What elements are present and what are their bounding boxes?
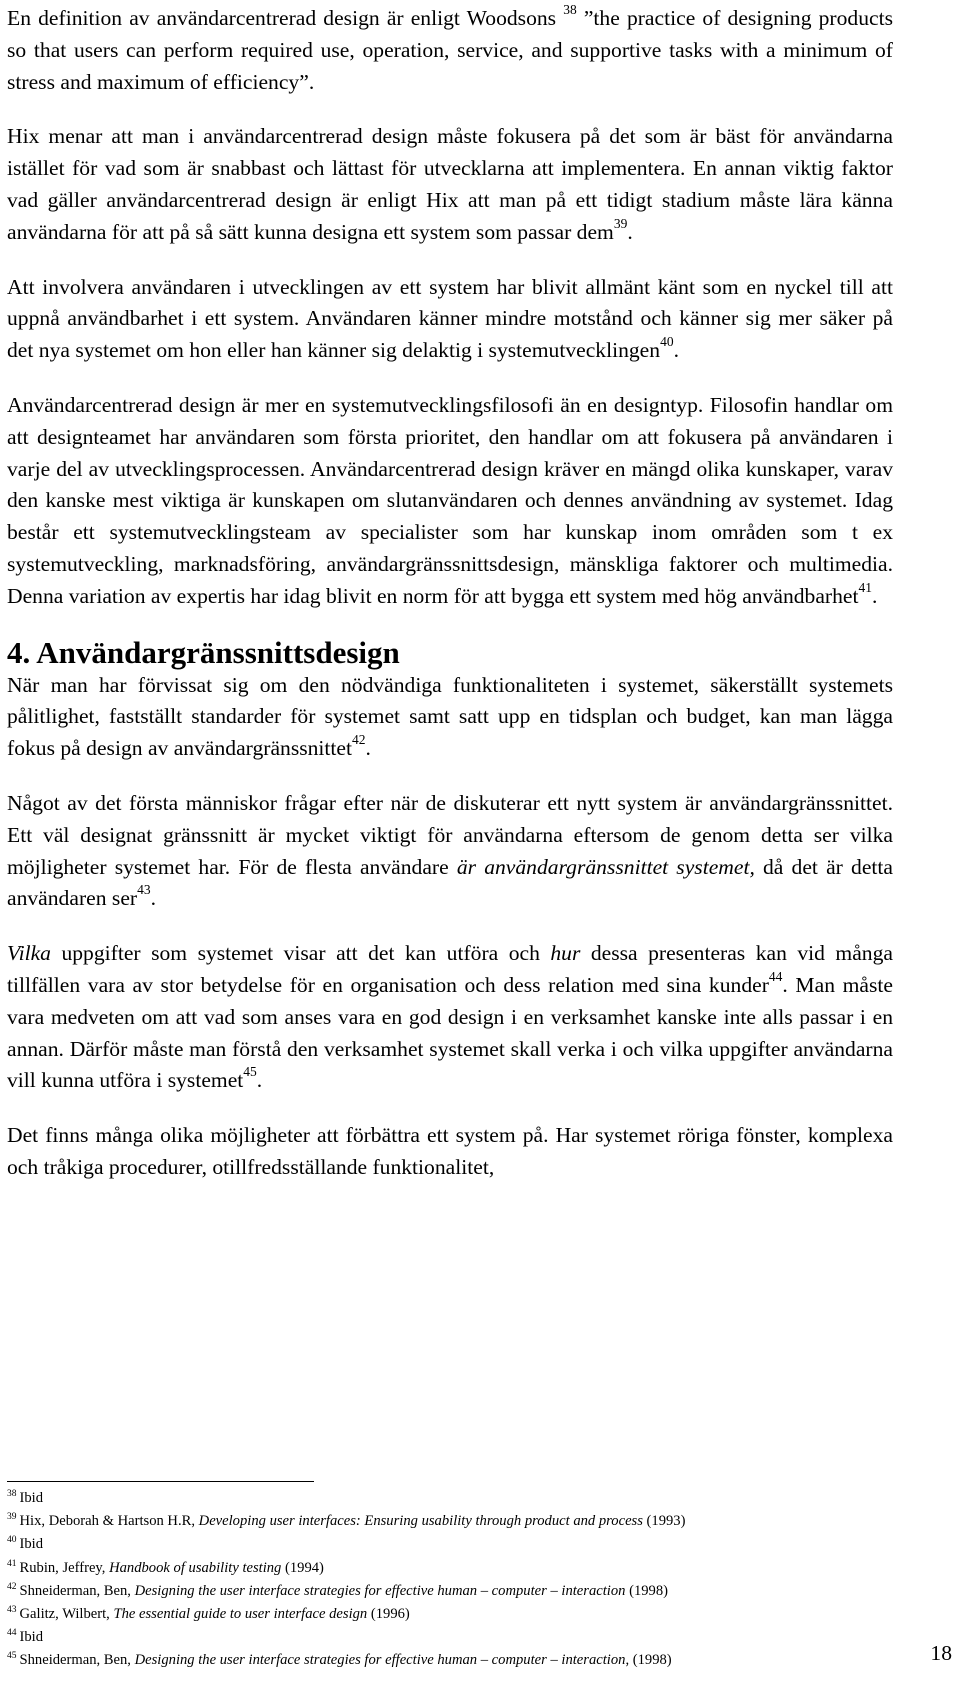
- paragraph: [7, 390, 893, 613]
- footnote: [7, 1534, 887, 1557]
- italic-text: Vilka: [7, 941, 51, 966]
- text-run: Shneiderman, Ben,: [19, 1582, 135, 1599]
- footnote-number: 40: [7, 1535, 17, 1546]
- footnote-number: 39: [7, 1512, 17, 1523]
- footnote: [7, 1650, 887, 1673]
- text-run: Ibid: [19, 1629, 44, 1646]
- text-run: .: [365, 736, 371, 761]
- footnote-reference: 42: [352, 731, 366, 747]
- text-run: dessa presenteras kan vid många tillfällen vara av stor betydelse för en organisation och dess relation med sina kunder: [7, 941, 893, 997]
- text-run: Hix menar att man i användarcentrerad design måste fokusera på det som är bäst för användarna istället för vad som är snabbast och lättast för utvecklarna att implementera. En annan viktig faktor vad gäller användarcentrerad design är enligt Hix att man på ett tidigt stadium måste lära känna användarna för att på så sätt kunna designa ett system som passar dem: [7, 124, 893, 244]
- paragraph: [7, 121, 893, 248]
- footnote-reference: 39: [613, 215, 628, 231]
- footnote-number: 44: [7, 1628, 17, 1639]
- italic-text: Developing user interfaces: Ensuring usability through product and process: [198, 1513, 643, 1530]
- section-paragraphs: [7, 670, 893, 1184]
- text-run: .: [872, 583, 878, 608]
- paragraph: [7, 670, 893, 765]
- text-run: då det är detta användaren ser: [7, 854, 893, 911]
- text-run: Hix, Deborah & Hartson H.R,: [19, 1513, 199, 1530]
- footnote-number: 43: [7, 1605, 17, 1616]
- text-run: Det finns många olika möjligheter att förbättra ett system på. Har systemet röriga fönster, komplexa och tråkiga procedurer, otillfredsställande funktionalitet,: [7, 1123, 893, 1179]
- italic-text: är användargränssnittet systemet,: [456, 854, 755, 879]
- footnote: [7, 1511, 887, 1534]
- text-run: ”the practice of designing products so that users can perform required use, operation, service, and supportive tasks with a minimum of stress and maximum of efficiency”.: [7, 6, 893, 94]
- text-run: .: [627, 219, 633, 244]
- italic-text: Handbook of usability testing: [109, 1559, 282, 1576]
- text-run: .: [673, 338, 679, 363]
- text-run: uppgifter som systemet visar att det kan utföra och: [50, 941, 551, 966]
- text-run: Shneiderman, Ben,: [19, 1652, 135, 1669]
- section-heading: 4. Användargränssnittsdesign: [7, 634, 400, 670]
- text-run: Användarcentrerad design är mer en systemutvecklingsfilosofi än en designtyp. Filosofin handlar om att designteamet har användaren som första prioritet, den handlar om att fokusera på användaren i varje del av utvecklingsprocessen. Användarcentrerad design kräver en mängd olika kunskaper, varav den kanske mest viktiga är kunskapen om slutanvändaren och dennes användning av systemet. Idag består ett systemutvecklingsteam av specialister som har kunskap inom områden som t ex systemutveckling, marknadsföring, användargränssnittsdesign, mänskliga faktorer och multimedia. Denna variation av expertis har idag blivit en norm för att bygga ett system med hög användbarhet: [7, 392, 893, 608]
- footnote-reference: 40: [660, 333, 674, 349]
- text-run: , (1998): [625, 1652, 672, 1669]
- text-run: . Man måste vara medveten om att vad som anses vara en god design i en verksamhet kanske inte alls passar i en annan. Därför måste man förstå den verksamhet systemet skall verka i och vilka uppgifter användarna vill kunna utföra i systemet: [7, 972, 893, 1093]
- text-run: När man har förvissat sig om den nödvändiga funktionaliteten i systemet, säkerställt systemets pålitlighet, fastställt standarder för systemet samt satt upp en tidsplan och budget, kan man lägga fokus på design av användargränssnittet: [7, 672, 893, 761]
- text-run: (1996): [367, 1606, 410, 1623]
- footnote-separator: [7, 1481, 314, 1482]
- paragraph: [7, 938, 893, 1097]
- footnotes: [7, 1488, 887, 1674]
- footnote: [7, 1627, 887, 1650]
- italic-text: Designing the user interface strategies for effective human – computer – interaction: [134, 1582, 626, 1599]
- footnote-number: 38: [7, 1489, 17, 1499]
- italic-text: The essential guide to user interface design: [113, 1606, 368, 1623]
- text-run: Ibid: [19, 1536, 44, 1553]
- footnote-number: 45: [7, 1651, 17, 1662]
- text-run: Ibid: [19, 1490, 44, 1506]
- footnote: [7, 1581, 887, 1604]
- text-run: En definition av användarcentrerad design är enligt Woodsons: [7, 6, 564, 30]
- text-run: (1994): [281, 1559, 324, 1576]
- footnote-number: 42: [7, 1581, 17, 1592]
- footnote-reference: 43: [137, 882, 151, 898]
- italic-text: hur: [550, 941, 581, 966]
- footnote-number: 41: [7, 1558, 17, 1569]
- text-run: .: [256, 1068, 263, 1093]
- text-run: (1998): [625, 1582, 668, 1599]
- footnote-reference: 44: [768, 968, 783, 984]
- text-run: Att involvera användaren i utvecklingen av ett system har blivit allmänt känt som en nyckel till att uppnå användbarhet i ett system. Användaren känner mindre motstånd och känner sig mer säker på det nya systemet om hon eller han känner sig delaktig i systemutvecklingen: [7, 274, 893, 363]
- footnote: [7, 1488, 887, 1511]
- paragraph: [7, 788, 893, 915]
- footnote: [7, 1558, 887, 1581]
- body-text: [7, 0, 893, 1184]
- footnote-reference: 38: [563, 1, 577, 17]
- footnote-reference: 41: [858, 579, 872, 595]
- page-number: 18: [930, 1641, 952, 1665]
- text-run: Rubin, Jeffrey,: [19, 1559, 110, 1576]
- text-run: .: [150, 886, 156, 911]
- italic-text: Designing the user interface strategies for effective human – computer – interaction: [134, 1652, 626, 1669]
- paragraph: [7, 1120, 893, 1184]
- paragraph: [7, 272, 893, 367]
- text-run: (1993): [642, 1513, 686, 1530]
- intro-paragraphs: [7, 3, 893, 613]
- text-run: Något av det första människor frågar efter när de diskuterar ett nytt system är användargränssnittet. Ett väl designat gränssnitt är mycket viktigt för användarna eftersom de genom detta ser vilka möjligheter systemet har. För de flesta användare: [7, 790, 893, 879]
- text-run: Galitz, Wilbert,: [19, 1606, 114, 1623]
- footnote: [7, 1604, 887, 1627]
- paragraph: [7, 3, 893, 98]
- footnote-reference: 45: [243, 1064, 257, 1080]
